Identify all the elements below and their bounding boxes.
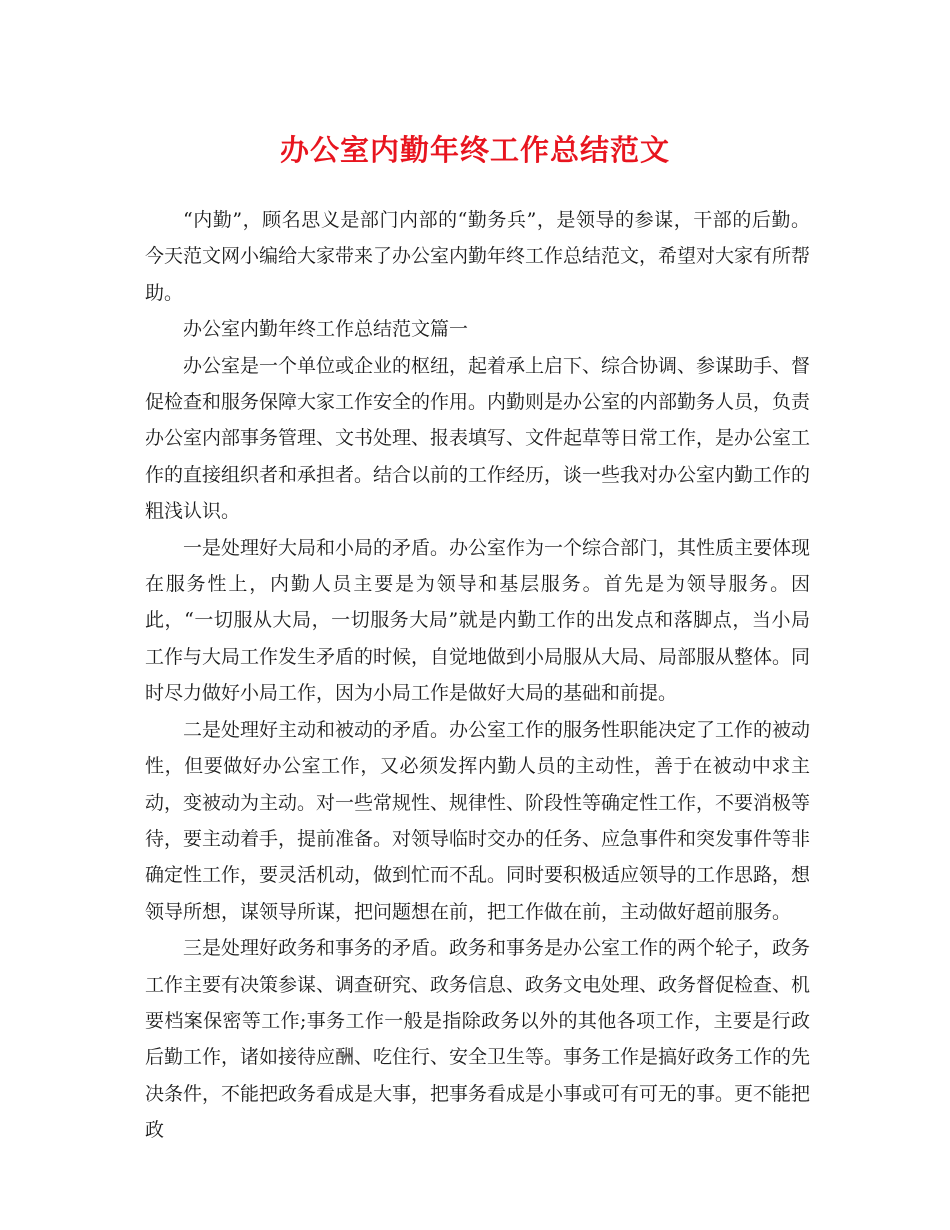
body-paragraph: 一是处理好大局和小局的矛盾。办公室作为一个综合部门，其性质主要体现在服务性上，内勤人员主要是为领导和基层服务。首先是为领导服务。因此，“一切服从大局，一切服务大局”就是内勤工作的出发点和落脚点，当小局工作与大局工作发生矛盾的时候，自觉地做到小局服从大局、局部服从整体。同时尽力做好小局工作，因为小局工作是做好大局的基础和前提。 (145, 536, 811, 705)
section-heading: 办公室内勤年终工作总结范文篇一 (183, 318, 469, 341)
intro-paragraph: “内勤”，顾名思义是部门内部的“勤务兵”，是领导的参谋，干部的后勤。今天范文网小编给大家带来了办公室内勤年终工作总结范文，希望对大家有所帮助。 (145, 209, 811, 304)
document-title: 办公室内勤年终工作总结范文 (279, 133, 670, 167)
body-paragraph: 二是处理好主动和被动的矛盾。办公室工作的服务性职能决定了工作的被动性，但要做好办公室工作，又必须发挥内勤人员的主动性，善于在被动中求主动，变被动为主动。对一些常规性、规律性、阶段性等确定性工作，不要消极等待，要主动着手，提前准备。对领导临时交办的任务、应急事件和突发事件等非确定性工作，要灵活机动，做到忙而不乱。同时要积极适应领导的工作思路，想领导所想，谋领导所谋，把问题想在前，把工作做在前，主动做好超前服务。 (145, 718, 811, 923)
body-paragraph: 三是处理好政务和事务的矛盾。政务和事务是办公室工作的两个轮子，政务工作主要有决策参谋、调查研究、政务信息、政务文电处理、政务督促检查、机要档案保密等工作;事务工作一般是指除政务以外的其他各项工作，主要是行政后勤工作，诸如接待应酬、吃住行、安全卫生等。事务工作是搞好政务工作的先决条件，不能把政务看成是大事，把事务看成是小事或可有可无的事。更不能把政 (145, 937, 811, 1142)
document-body (145, 202, 810, 1149)
body-paragraph: 办公室是一个单位或企业的枢纽，起着承上启下、综合协调、参谋助手、督促检查和服务保障大家工作安全的作用。内勤则是办公室的内部勤务人员，负责办公室内部事务管理、文书处理、报表填写、文件起草等日常工作，是办公室工作的直接组织者和承担者。结合以前的工作经历，谈一些我对办公室内勤工作的粗浅认识。 (145, 354, 811, 523)
